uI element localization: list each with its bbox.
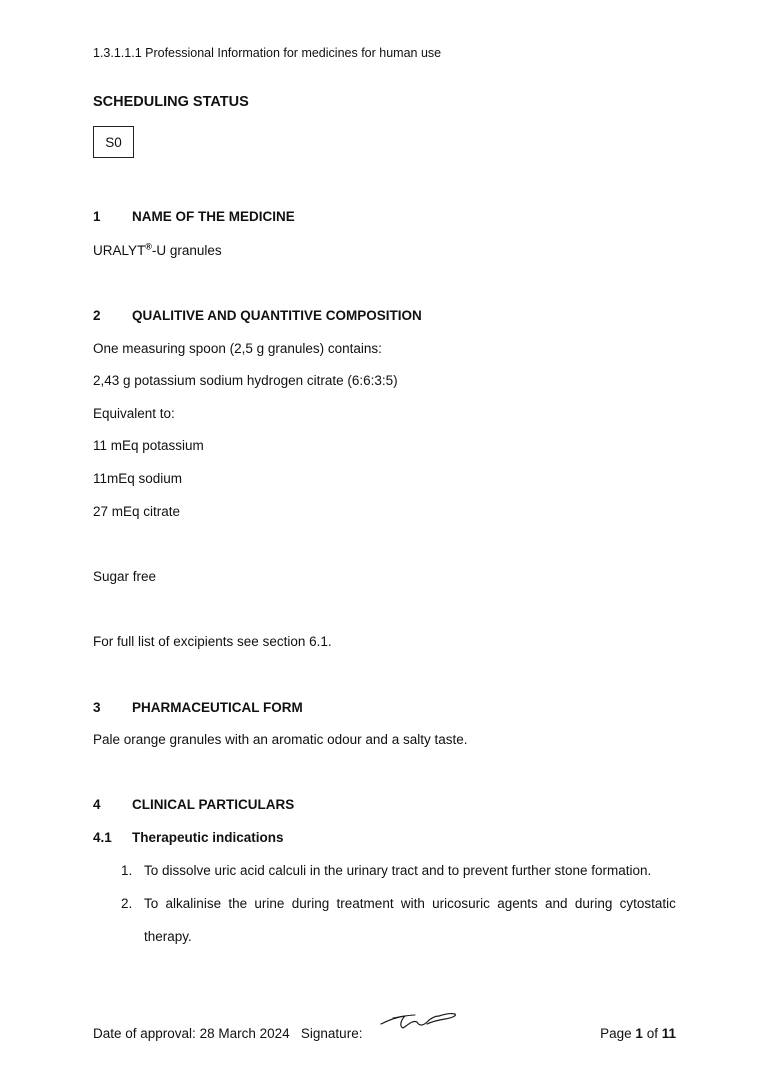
composition-line: For full list of excipients see section 6.1. (93, 634, 332, 649)
indication-2-word: during (574, 896, 613, 911)
indication-2-word: with (400, 896, 425, 911)
indication-2-word: cytostatic (619, 896, 676, 911)
subsection-4-1-title: Therapeutic indications (132, 830, 284, 845)
page-number (600, 1026, 676, 1041)
footer-approval (93, 1026, 362, 1041)
subsection-4-1-number: 4.1 (93, 830, 112, 845)
indication-2-word: treatment (336, 896, 394, 911)
composition-line: 2,43 g potassium sodium hydrogen citrate (6:6:3:5) (93, 373, 398, 388)
signature-image (379, 1004, 459, 1038)
composition-line: 11 mEq potassium (93, 438, 204, 453)
composition-line: 11mEq sodium (93, 471, 183, 486)
indication-1-text: To dissolve uric acid calculi in the urinary tract and to prevent further stone formation. (144, 863, 652, 878)
scheduling-status-title: SCHEDULING STATUS (93, 94, 249, 110)
product-name (93, 243, 222, 258)
page-label: Page (600, 1026, 632, 1041)
section-3-title: PHARMACEUTICAL FORM (132, 700, 303, 715)
indication-2-word: uricosuric (432, 896, 490, 911)
indication-2-text-continued: therapy. (144, 929, 192, 944)
product-name-suffix: -U granules (151, 243, 222, 258)
indication-2-text-line (144, 896, 676, 911)
section-1-number: 1 (93, 209, 101, 224)
pharmaceutical-form-text: Pale orange granules with an aromatic odour and a salty taste. (93, 732, 468, 747)
indication-2-number: 2. (121, 896, 133, 911)
section-2-title: QUALITIVE AND QUANTITIVE COMPOSITION (132, 308, 422, 323)
section-3-number: 3 (93, 700, 101, 715)
indication-2-word: during (291, 896, 330, 911)
scheduling-status-value: S0 (105, 134, 122, 150)
composition-line: 27 mEq citrate (93, 504, 181, 519)
indication-2-word: To (144, 896, 159, 911)
indication-1-number: 1. (121, 863, 133, 878)
indication-2-word: agents (497, 896, 538, 911)
page-of: of (646, 1026, 658, 1041)
registered-mark: ® (145, 241, 152, 252)
section-4-title: CLINICAL PARTICULARS (132, 797, 295, 812)
signature-label: Signature: (300, 1026, 363, 1041)
indication-2-word: and (545, 896, 568, 911)
document-reference: 1.3.1.1.1 Professional Information for medicines for human use (93, 46, 442, 60)
page-total: 11 (661, 1026, 676, 1041)
indication-2-word: alkalinise (165, 896, 222, 911)
indication-2-word: urine (254, 896, 285, 911)
approval-label: Date of approval: (93, 1026, 196, 1041)
scheduling-status-box (93, 126, 134, 158)
composition-line: One measuring spoon (2,5 g granules) contains: (93, 341, 382, 356)
page-current: 1 (635, 1026, 643, 1041)
product-name-main: URALYT (93, 243, 146, 258)
composition-line: Sugar free (93, 569, 157, 584)
section-4-number: 4 (93, 797, 101, 812)
section-1-title: NAME OF THE MEDICINE (132, 209, 295, 224)
section-2-number: 2 (93, 308, 101, 323)
approval-date: 28 March 2024 (199, 1026, 290, 1041)
indication-2-word: the (228, 896, 248, 911)
composition-line: Equivalent to: (93, 406, 175, 421)
